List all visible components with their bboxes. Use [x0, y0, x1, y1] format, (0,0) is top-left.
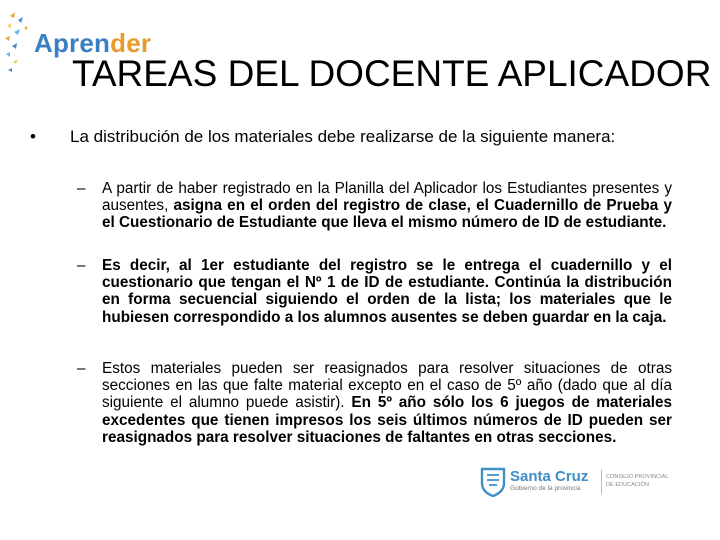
santa-cruz-logo — [480, 466, 680, 498]
footer-logo-divider — [601, 470, 602, 494]
page-title: TAREAS DEL DOCENTE APLICADOR — [72, 53, 712, 94]
province-shield-icon — [480, 467, 506, 497]
logo-wordmark-part2: der — [110, 28, 152, 58]
bullet-marker: • — [30, 127, 36, 146]
sub-item-1-bold: asigna en el orden del registro de clase, el Cuadernillo de Prueba y el Cuestionario de Estudiante que lleva el mismo número de ID de estudiante. — [102, 197, 672, 232]
sub-item-3-text — [102, 360, 672, 446]
sub-item-1-text — [102, 180, 672, 232]
sub-item-2-marker: – — [77, 257, 86, 274]
sub-item-3-bold: En 5º año sólo los 6 juegos de materiales excedentes que tienen impresos los seis últimos números de ID pueden ser reasignados para resolver situaciones de faltantes en otras secciones. — [102, 394, 672, 446]
sub-item-3-plain: Estos materiales pueden ser reasignados para resolver situaciones de otras secciones en las que falte material excepto en el caso de 5º año (dado que al día siguiente el alumno puede asistir). — [102, 360, 672, 412]
sub-item-2-bold: Es decir, al 1er estudiante del registro se le entrega el cuadernillo y el cuestionario que tengan el Nº 1 de ID de estudiante. Continúa la distribución en forma secuencial siguiendo el orden de la lista; los materiales que le hubiesen correspondido a los alumnos ausentes se deben guardar en la caja. — [102, 257, 672, 326]
santa-cruz-name: Santa Cruz — [510, 468, 589, 485]
butterflies-icon — [2, 10, 36, 76]
logo-wordmark-part1: Apren — [34, 28, 111, 58]
santa-cruz-sub: Gobierno de la provincia — [510, 485, 581, 492]
sub-item-2-text — [102, 257, 672, 326]
sub-item-1-plain: A partir de haber registrado en la Planilla del Aplicador los Estudiantes presentes y ausentes, — [102, 180, 672, 215]
bullet-text: La distribución de los materiales debe realizarse de la siguiente manera: — [70, 127, 616, 146]
consejo-label: CONSEJO PROVINCIAL DE EDUCACIÓN — [606, 474, 669, 488]
sub-item-1-marker: – — [77, 180, 86, 197]
sub-item-3-marker: – — [77, 360, 86, 377]
